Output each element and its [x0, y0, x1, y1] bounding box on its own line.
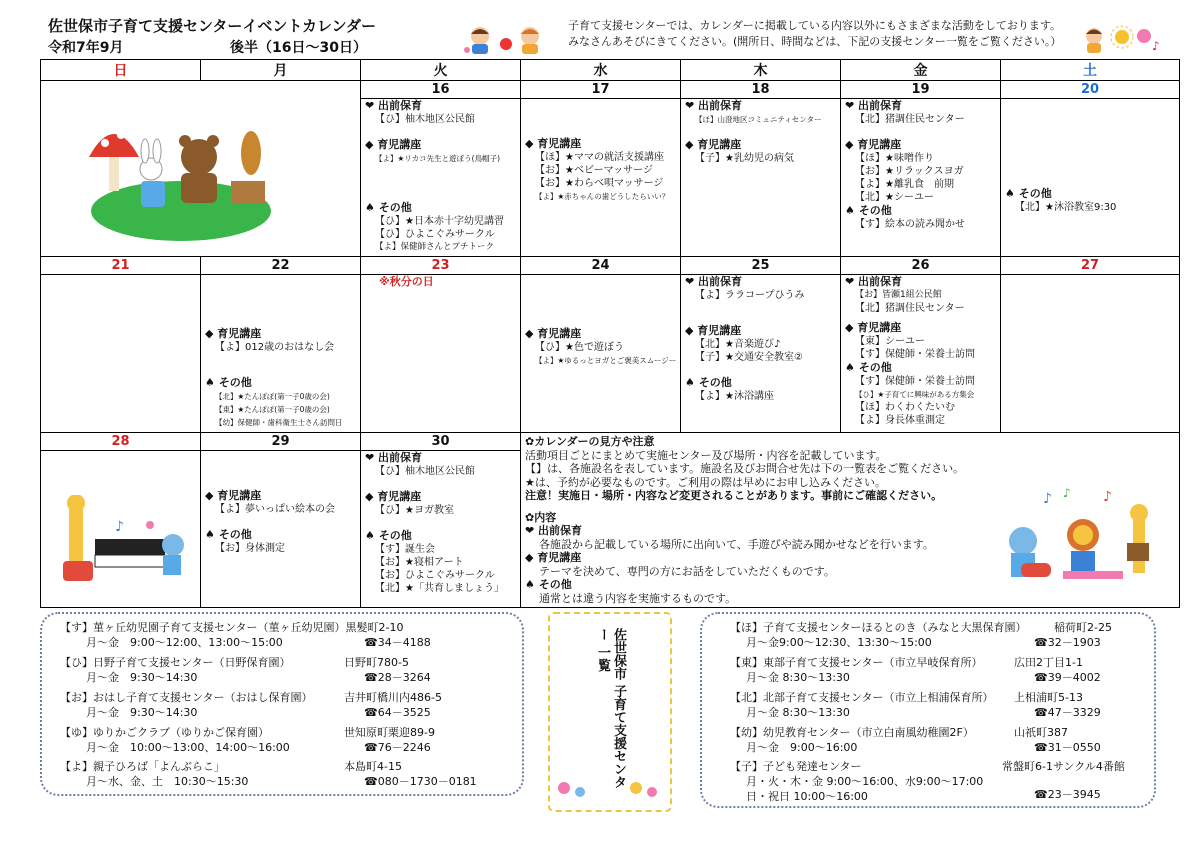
- center-hours: 月～金 9:30～14:30: [86, 671, 198, 684]
- event-item: 【す】保健師・栄養士訪問: [855, 376, 975, 387]
- day-number: 18: [681, 81, 840, 99]
- category-ikuji: ◆ 育児講座: [685, 324, 742, 337]
- event-item: 【お】★寝相アート: [375, 557, 464, 568]
- day-number: 17: [521, 81, 680, 99]
- day-26: [841, 257, 1001, 433]
- center-hours: 月～金 9:00～12:00、13:00～15:00: [86, 636, 283, 649]
- day-number: 20: [1001, 81, 1179, 99]
- event-item: 【ほ】山澄地区コミュニティセンター: [695, 115, 822, 124]
- event-item: 【す】誕生会: [375, 544, 435, 555]
- weekday-wed: 水: [521, 60, 681, 81]
- center-hours: 月～金 9:00～16:00: [746, 741, 858, 754]
- center-tel: ☎31－0550: [1034, 741, 1101, 754]
- category-other: ♠ その他: [205, 528, 252, 541]
- category-demae: ❤ 出前保育: [365, 99, 423, 112]
- center-address: 吉井町橋川内486-5: [344, 691, 442, 704]
- directory-left-box: [40, 612, 524, 796]
- day-number: 21: [41, 257, 200, 275]
- event-item: 【す】絵本の読み聞かせ: [855, 219, 965, 230]
- weekday-sat: 土: [1001, 60, 1180, 81]
- svg-text:♪: ♪: [1063, 486, 1071, 500]
- center-name: 【幼】幼児教育センター（市立白南風幼稚園2F）: [730, 726, 974, 739]
- weekday-sun: 日: [41, 60, 201, 81]
- day-number: 28: [41, 433, 200, 451]
- forest-animals-illustration: [81, 91, 281, 251]
- svg-text:♪: ♪: [1103, 489, 1112, 505]
- day-number: 16: [361, 81, 520, 99]
- calendar-grid: [40, 59, 1180, 608]
- center-hours: 月・火・木・金 9:00～16:00、水9:00～17:00: [746, 775, 984, 788]
- day-number: 26: [841, 257, 1000, 275]
- event-item: 【ほ】★ママの就活支援講座: [535, 152, 664, 163]
- category-demae: ❤ 出前保育: [845, 99, 903, 112]
- event-item: 【北】★沐浴教室9:30: [1015, 202, 1117, 213]
- event-item: 【よ】★離乳食 前期: [855, 179, 954, 190]
- center-hours: 月～金 10:00～13:00、14:00～16:00: [86, 741, 290, 754]
- event-item: 【よ】夢いっぱい絵本の会: [215, 504, 335, 515]
- event-item: 【お】★リラックスヨガ: [855, 166, 964, 177]
- legend-demae: ❤ 出前保育: [525, 524, 583, 537]
- event-item: 【よ】★リカコ先生と遊ぼう(鳥帽子): [375, 154, 500, 163]
- event-item: 【北】★「共育しましょう」: [375, 583, 504, 594]
- category-other: ♠ その他: [1005, 187, 1052, 200]
- header-note-line-1: 子育て支援センターでは、カレンダーに掲載している内容以外にもさまざまな活動をしております。: [568, 19, 1061, 32]
- day-number: 24: [521, 257, 680, 275]
- day-number: 29: [201, 433, 360, 451]
- center-address: 山祇町387: [1014, 726, 1068, 739]
- event-item: 【子】★乳幼児の病気: [695, 153, 794, 164]
- day-23: [361, 257, 521, 433]
- day-17: [521, 81, 681, 257]
- center-tel: ☎47－3329: [1034, 706, 1101, 719]
- notes-warning: 注意！実施日・場所・内容など変更されることがあります。事前にご確認ください。: [525, 489, 943, 502]
- holiday-label: ※秋分の日: [379, 275, 434, 288]
- svg-text:♪: ♪: [115, 519, 124, 535]
- month-label: 令和7年9月: [48, 40, 124, 56]
- day-number: 22: [201, 257, 360, 275]
- center-tel: ☎34－4188: [364, 636, 431, 649]
- category-demae: ❤ 出前保育: [845, 275, 903, 288]
- day-16: [361, 81, 521, 257]
- svg-text:♪: ♪: [1043, 491, 1052, 507]
- event-item: 【お】皆瀬1組公民館: [855, 290, 942, 300]
- day-number: 23: [361, 257, 520, 275]
- event-item: 【北】★たんぽぽ(第一子0歳の会): [215, 392, 330, 401]
- day-number: 27: [1001, 257, 1179, 275]
- center-tel: ☎64－3525: [364, 706, 431, 719]
- center-address: 本島町4-15: [344, 760, 402, 773]
- event-item: 【ひ】★ヨガ教室: [375, 505, 454, 516]
- flowers-decoration: [550, 768, 666, 808]
- day-29: [201, 433, 361, 608]
- center-name: 【ほ】子育て支援センターほるとのき（みなと大黒保育園）: [730, 621, 1027, 634]
- center-address: 常盤町6-1サンクル4番館: [1002, 760, 1125, 773]
- weekday-tue: 火: [361, 60, 521, 81]
- page-title: 佐世保市子育て支援センターイベントカレンダー: [48, 17, 376, 35]
- notes-line: 【】は、各施設名を表しています。施設名及びお問合せ先は下の一覧表をご覧ください。: [525, 462, 965, 475]
- day-24: [521, 257, 681, 433]
- center-name: 【お】おはし子育て支援センター（おはし保育園）: [60, 691, 313, 704]
- legend-desc: 各施設から記載している場所に出向いて、手遊びや読み聞かせなどを行います。: [539, 537, 934, 551]
- center-hours: 月～金 8:30～13:30: [746, 706, 850, 719]
- category-ikuji: ◆ 育児講座: [365, 490, 422, 503]
- legend-desc: テーマを決めて、専門の方にお話をしていただくものです。: [539, 564, 835, 578]
- notes-line: ★は、予約が必要なものです。ご利用の際は早めにお申し込みください。: [525, 475, 886, 489]
- children-illustration: [462, 22, 550, 56]
- event-item: 【ひ】★子育てに興味がある方集会: [855, 390, 975, 399]
- day-25: [681, 257, 841, 433]
- center-name: 【東】東部子育て支援センター（市立早岐保育所）: [730, 656, 983, 669]
- event-item: 【北】猪調住民センター: [855, 303, 965, 314]
- center-hours: 月～金 8:30～13:30: [746, 671, 850, 684]
- center-hours: 日・祝日 10:00～16:00: [746, 790, 868, 803]
- event-item: 【よ】身長体重測定: [855, 415, 945, 426]
- category-ikuji: ◆ 育児講座: [525, 137, 582, 150]
- category-ikuji: ◆ 育児講座: [205, 327, 262, 340]
- header-note: [568, 18, 1061, 50]
- day-number: 30: [361, 433, 520, 451]
- event-item: 【ひ】★日本赤十字幼児講習: [375, 216, 504, 227]
- event-item: 【お】★わらべ唄マッサージ: [535, 178, 664, 189]
- day-21: [41, 257, 201, 433]
- center-name: 【ひ】日野子育て支援センター（日野保育園）: [60, 656, 291, 669]
- center-hours: 月～金9:00～12:30、13:30～15:00: [746, 636, 932, 649]
- category-ikuji: ◆ 育児講座: [365, 138, 422, 151]
- center-address: 世知原町栗迎89-9: [344, 726, 435, 739]
- legend-other: ♠ その他: [525, 578, 572, 591]
- category-other: ♠ その他: [845, 361, 892, 374]
- center-name: 【す】菫ヶ丘幼児園子育て支援センター（菫ヶ丘幼児園）黒髪町2-10: [60, 621, 404, 634]
- center-address: 稲荷町2-25: [1054, 621, 1112, 634]
- event-item: 【子】★交通安全教室②: [695, 352, 803, 363]
- event-item: 【ほ】わくわくたいむ: [855, 402, 955, 413]
- center-address: 広田2丁目1-1: [1014, 656, 1083, 669]
- event-item: 【よ】★沐浴講座: [695, 391, 774, 402]
- event-item: 【ひ】柚木地区公民館: [375, 466, 475, 477]
- category-other: ♠ その他: [365, 529, 412, 542]
- week1-illustration-cell: [41, 81, 361, 257]
- day-20: [1001, 81, 1180, 257]
- directory-right-box: [700, 612, 1156, 808]
- event-item: 【ひ】★色で遊ぼう: [535, 342, 624, 353]
- event-item: 【東】シーユー: [855, 336, 925, 347]
- notes-heading: ✿カレンダーの見方や注意: [525, 435, 655, 448]
- legend-notes-cell: [521, 433, 1180, 608]
- center-tel: ☎39－4002: [1034, 671, 1101, 684]
- category-ikuji: ◆ 育児講座: [845, 138, 902, 151]
- event-item: 【ほ】★味噌作り: [855, 153, 934, 164]
- event-item: 【よ】★ゆるっとヨガとご褒美スムージー: [535, 356, 677, 365]
- day-22: [201, 257, 361, 433]
- category-ikuji: ◆ 育児講座: [525, 327, 582, 340]
- weekday-fri: 金: [841, 60, 1001, 81]
- event-item: 【よ】★赤ちゃんの歯どうしたらいい？: [535, 192, 670, 201]
- event-item: 【幼】保健師・歯科衛生士さん訪問日: [215, 418, 343, 427]
- weekday-mon: 月: [201, 60, 361, 81]
- category-other: ♠ その他: [685, 376, 732, 389]
- day-number: 19: [841, 81, 1000, 99]
- event-item: 【北】★音楽遊び♪: [695, 339, 781, 350]
- day-18: [681, 81, 841, 257]
- header-note-line-2: みなさんあそびにきてください。(開所日、時間などは、下記の支援センター一覧をご覧ください。）: [568, 35, 1062, 48]
- event-item: 【よ】012歳のおはなし会: [215, 342, 335, 353]
- event-item: 【よ】保健師さんとプチトーク: [375, 242, 495, 252]
- event-item: 【ひ】柚木地区公民館: [375, 114, 475, 125]
- directory-title-frame: [548, 612, 672, 812]
- day-19: [841, 81, 1001, 257]
- event-item: 【お】ひよこぐみサークル: [375, 570, 495, 581]
- category-ikuji: ◆ 育児講座: [845, 321, 902, 334]
- children-sun-illustration: [1082, 22, 1162, 56]
- event-item: 【北】猪調住民センター: [855, 114, 965, 125]
- center-tel: ☎080－1730－0181: [364, 775, 477, 788]
- animal-band-illustration: [993, 483, 1173, 593]
- category-ikuji: ◆ 育児講座: [685, 138, 742, 151]
- event-item: 【東】★たんぽぽ(第一子0歳の会): [215, 405, 330, 414]
- event-item: 【お】身体測定: [215, 543, 285, 554]
- directory-title: 佐世保市 子育て支援センター 一覧: [595, 628, 626, 789]
- day-27: [1001, 257, 1180, 433]
- day-number: 25: [681, 257, 840, 275]
- legend-ikuji: ◆ 育児講座: [525, 551, 582, 564]
- category-other: ♠ その他: [205, 376, 252, 389]
- event-item: 【よ】ララコープひうみ: [695, 290, 805, 301]
- notes-line: 活動項目ごとにまとめて実施センター及び場所・内容を記載しています。: [525, 448, 887, 462]
- center-tel: ☎28－3264: [364, 671, 431, 684]
- event-item: 【北】★シーユー: [855, 192, 934, 203]
- center-name: 【北】北部子育て支援センター（市立上相浦保育所）: [730, 691, 994, 704]
- event-item: 【す】保健師・栄養士訪問: [855, 349, 975, 360]
- center-tel: ☎76－2246: [364, 741, 431, 754]
- center-tel: ☎23－3945: [1034, 788, 1101, 801]
- category-other: ♠ その他: [845, 204, 892, 217]
- category-demae: ❤ 出前保育: [685, 99, 743, 112]
- center-address: 上相浦町5-13: [1014, 691, 1083, 704]
- center-name: 【子】子ども発達センター: [730, 760, 862, 773]
- day-30: [361, 433, 521, 608]
- center-name: 【ゆ】ゆりかごクラブ（ゆりかご保育園）: [60, 726, 269, 739]
- category-demae: ❤ 出前保育: [365, 451, 423, 464]
- day-28: [41, 433, 201, 608]
- giraffe-piano-illustration: [55, 495, 185, 595]
- category-ikuji: ◆ 育児講座: [205, 489, 262, 502]
- event-item: 【ひ】ひよこぐみサークル: [375, 229, 495, 240]
- category-other: ♠ その他: [365, 201, 412, 214]
- half-label: 後半（16日～30日）: [230, 40, 367, 56]
- center-address: 日野町780-5: [344, 656, 409, 669]
- center-hours: 月～金 9:30～14:30: [86, 706, 198, 719]
- notes-heading: ✿内容: [525, 510, 557, 524]
- event-item: 【お】★ベビーマッサージ: [535, 165, 653, 176]
- svg-text:♪: ♪: [1152, 39, 1160, 53]
- weekday-thu: 木: [681, 60, 841, 81]
- center-hours: 月～水、金、土 10:30～15:30: [86, 775, 249, 788]
- center-name: 【よ】親子ひろば「よんぶらこ」: [60, 760, 225, 773]
- category-demae: ❤ 出前保育: [685, 275, 743, 288]
- legend-desc: 通常とは違う内容を実施するものです。: [539, 591, 737, 605]
- center-tel: ☎32－1903: [1034, 636, 1101, 649]
